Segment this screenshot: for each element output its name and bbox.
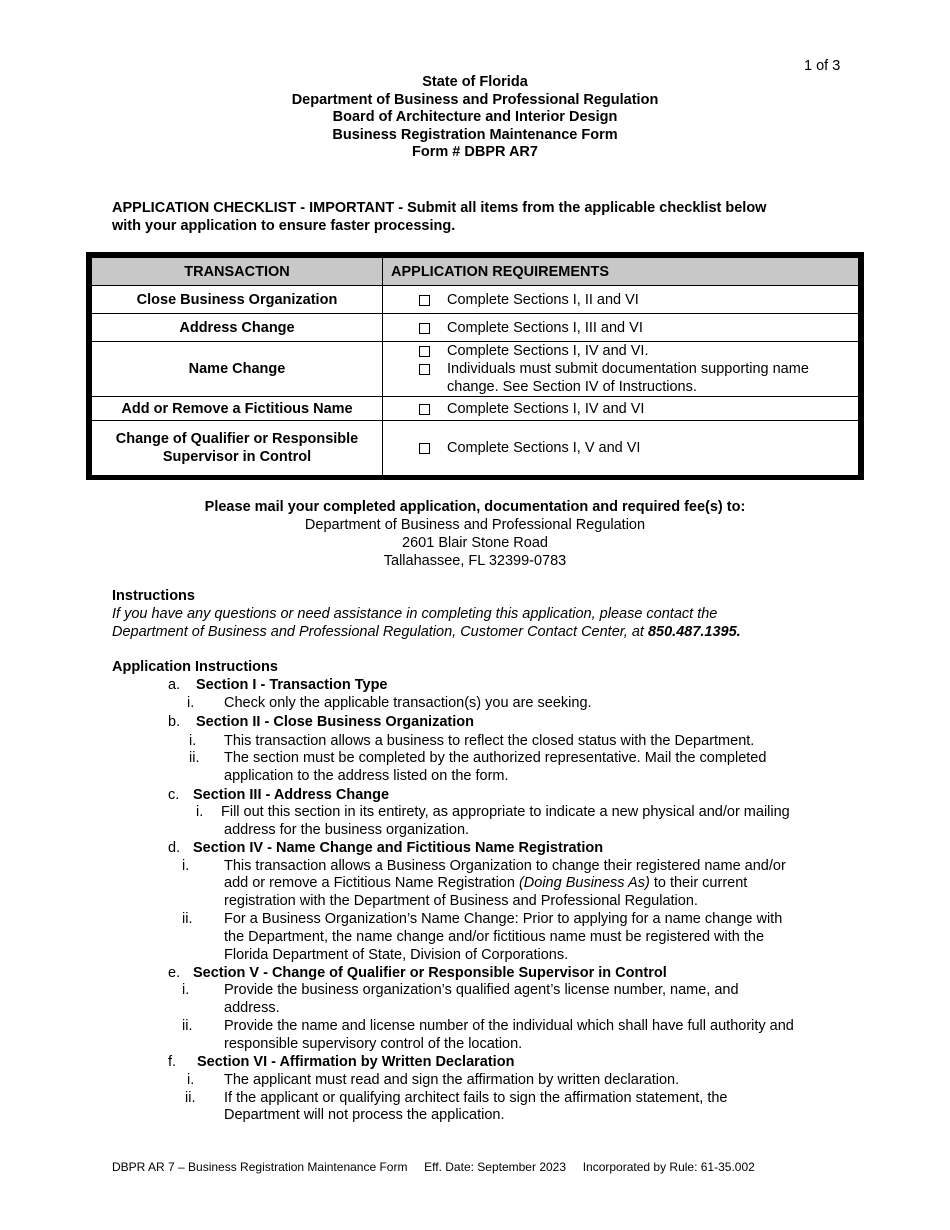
requirements-table-frame bbox=[86, 252, 864, 480]
mail-city: Tallahassee, FL 32399-0783 bbox=[383, 553, 567, 569]
checkbox-icon bbox=[419, 295, 430, 306]
section-f-marker: f. bbox=[168, 1054, 177, 1070]
list-item: Provide the name and license number of the individual which shall have full authority and bbox=[224, 1018, 794, 1034]
requirements-table bbox=[91, 257, 859, 476]
list-item: The section must be completed by the authorized representative. Mail the completed bbox=[224, 750, 767, 766]
list-marker: ii. bbox=[182, 911, 193, 927]
section-f-title: Section VI - Affirmation by Written Declaration bbox=[197, 1054, 515, 1070]
header-state: State of Florida bbox=[422, 74, 528, 90]
table-header-row bbox=[92, 258, 859, 286]
instructions-line2 bbox=[112, 623, 842, 641]
instructions-line1: If you have any questions or need assistance in completing this application, please contact the bbox=[112, 606, 718, 622]
list-marker: i. bbox=[187, 1072, 195, 1088]
checkbox-icon bbox=[419, 364, 430, 375]
requirement-text: Complete Sections I, II and VI bbox=[447, 291, 639, 308]
col-requirements: APPLICATION REQUIREMENTS bbox=[383, 258, 859, 286]
mail-department: Department of Business and Professional Regulation bbox=[304, 517, 646, 533]
list-item: If the applicant or qualifying architect fails to sign the affirmation statement, the bbox=[224, 1090, 728, 1106]
list-item: Fill out this section in its entirety, as appropriate to indicate a new physical and/or mailing bbox=[221, 804, 790, 820]
list-item-cont: application to the address listed on the form. bbox=[224, 768, 509, 784]
mail-street: 2601 Blair Stone Road bbox=[402, 535, 548, 551]
page-footer bbox=[112, 1158, 755, 1176]
contact-phone: 850.487.1395. bbox=[647, 624, 741, 640]
section-a-marker: a. bbox=[168, 677, 181, 693]
form-header bbox=[0, 74, 950, 162]
requirements-cell bbox=[383, 342, 859, 397]
requirement-text: Complete Sections I, IV and VI. bbox=[447, 343, 649, 359]
list-item-cont: registration with the Department of Business and Professional Regulation. bbox=[224, 893, 698, 909]
checkbox-icon bbox=[419, 346, 430, 357]
section-b-title: Section II - Close Business Organization bbox=[196, 714, 474, 730]
header-form-number: Form # DBPR AR7 bbox=[412, 144, 538, 160]
checklist-note-line1: APPLICATION CHECKLIST - IMPORTANT - Submit all items from the applicable checklist below bbox=[112, 200, 767, 216]
instructions-block bbox=[112, 587, 842, 641]
table-row bbox=[92, 397, 859, 421]
page-number: 1 of 3 bbox=[804, 58, 841, 74]
list-item-cont: the Department, the name change and/or fictitious name must be registered with the bbox=[224, 929, 765, 945]
list-item: For a Business Organization’s Name Change: Prior to applying for a name change with bbox=[224, 911, 783, 927]
checkbox-icon bbox=[419, 443, 430, 454]
section-a-title: Section I - Transaction Type bbox=[196, 677, 388, 693]
requirement-text: Complete Sections I, III and VI bbox=[447, 319, 643, 336]
requirements-cell bbox=[383, 397, 859, 421]
checklist-note bbox=[112, 199, 842, 235]
section-d-marker: d. bbox=[168, 840, 181, 856]
requirements-cell bbox=[383, 421, 859, 476]
list-item-cont: Department will not process the application. bbox=[224, 1107, 505, 1123]
list-item-cont: address. bbox=[224, 1000, 280, 1016]
list-item: This transaction allows a Business Organization to change their registered name and/or bbox=[224, 858, 786, 874]
col-transaction: TRANSACTION bbox=[92, 258, 383, 286]
transaction-cell: Name Change bbox=[92, 342, 383, 397]
list-marker: i. bbox=[189, 733, 197, 749]
list-item: This transaction allows a business to reflect the closed status with the Department. bbox=[224, 733, 755, 749]
transaction-cell: Add or Remove a Fictitious Name bbox=[92, 397, 383, 421]
transaction-line: Supervisor in Control bbox=[162, 449, 312, 465]
footer-eff-date: Eff. Date: September 2023 bbox=[424, 1160, 567, 1174]
header-form-title: Business Registration Maintenance Form bbox=[332, 126, 618, 143]
requirement-text: change. See Section IV of Instructions. bbox=[447, 379, 697, 395]
list-item-text: add or remove a Fictitious Name Registration bbox=[224, 875, 519, 891]
list-item-cont: address for the business organization. bbox=[224, 822, 470, 838]
dba-term: (Doing Business As) bbox=[518, 875, 650, 891]
mail-heading: Please mail your completed application, documentation and required fee(s) to: bbox=[204, 499, 746, 515]
instructions-heading: Instructions bbox=[112, 588, 195, 604]
footer-form-name: DBPR AR 7 – Business Registration Maintenance Form bbox=[112, 1160, 408, 1174]
table-row bbox=[92, 421, 859, 476]
footer-rule: Incorporated by Rule: 61-35.002 bbox=[582, 1160, 755, 1174]
requirement-text: Individuals must submit documentation supporting name bbox=[447, 361, 809, 377]
list-marker: i. bbox=[182, 858, 190, 874]
app-instructions-heading: Application Instructions bbox=[112, 659, 278, 675]
list-marker: i. bbox=[196, 804, 204, 820]
list-marker: ii. bbox=[185, 1090, 196, 1106]
mailing-address-block bbox=[0, 498, 950, 570]
checkbox-icon bbox=[419, 404, 430, 415]
list-item: Check only the applicable transaction(s) you are seeking. bbox=[224, 695, 592, 711]
transaction-cell: Close Business Organization bbox=[92, 286, 383, 314]
checklist-note-line2: with your application to ensure faster processing. bbox=[112, 218, 456, 234]
list-marker: i. bbox=[182, 982, 190, 998]
header-department: Department of Business and Professional Regulation bbox=[291, 91, 659, 108]
list-marker: i. bbox=[187, 695, 195, 711]
requirement-text: Complete Sections I, IV and VI bbox=[447, 400, 645, 417]
requirements-cell bbox=[383, 286, 859, 314]
transaction-cell: Address Change bbox=[92, 314, 383, 342]
transaction-line: Change of Qualifier or Responsible bbox=[115, 431, 359, 447]
list-marker: ii. bbox=[189, 750, 200, 766]
table-row bbox=[92, 286, 859, 314]
section-e-title: Section V - Change of Qualifier or Responsible Supervisor in Control bbox=[193, 965, 667, 981]
requirements-cell bbox=[383, 314, 859, 342]
list-item: Provide the business organization’s qualified agent’s license number, name, and bbox=[224, 982, 739, 998]
section-b-marker: b. bbox=[168, 714, 181, 730]
list-item-cont: Florida Department of State, Division of Corporations. bbox=[224, 947, 569, 963]
requirement-text: Complete Sections I, V and VI bbox=[447, 440, 641, 456]
section-e-marker: e. bbox=[168, 965, 181, 981]
section-d-title: Section IV - Name Change and Fictitious Name Registration bbox=[193, 840, 604, 856]
table-row bbox=[92, 314, 859, 342]
list-item-cont bbox=[224, 874, 747, 892]
table-row bbox=[92, 342, 859, 397]
list-item-cont: responsible supervisory control of the location. bbox=[224, 1036, 523, 1052]
instructions-line2-text: Department of Business and Professional Regulation, Customer Contact Center, at bbox=[112, 624, 648, 640]
list-marker: ii. bbox=[182, 1018, 193, 1034]
list-item-text: to their current bbox=[649, 875, 748, 891]
section-c-marker: c. bbox=[168, 787, 180, 803]
section-c-title: Section III - Address Change bbox=[193, 787, 390, 803]
checkbox-icon bbox=[419, 323, 430, 334]
header-board: Board of Architecture and Interior Design bbox=[332, 109, 618, 125]
transaction-cell bbox=[92, 421, 383, 476]
list-item: The applicant must read and sign the affirmation by written declaration. bbox=[224, 1072, 680, 1088]
